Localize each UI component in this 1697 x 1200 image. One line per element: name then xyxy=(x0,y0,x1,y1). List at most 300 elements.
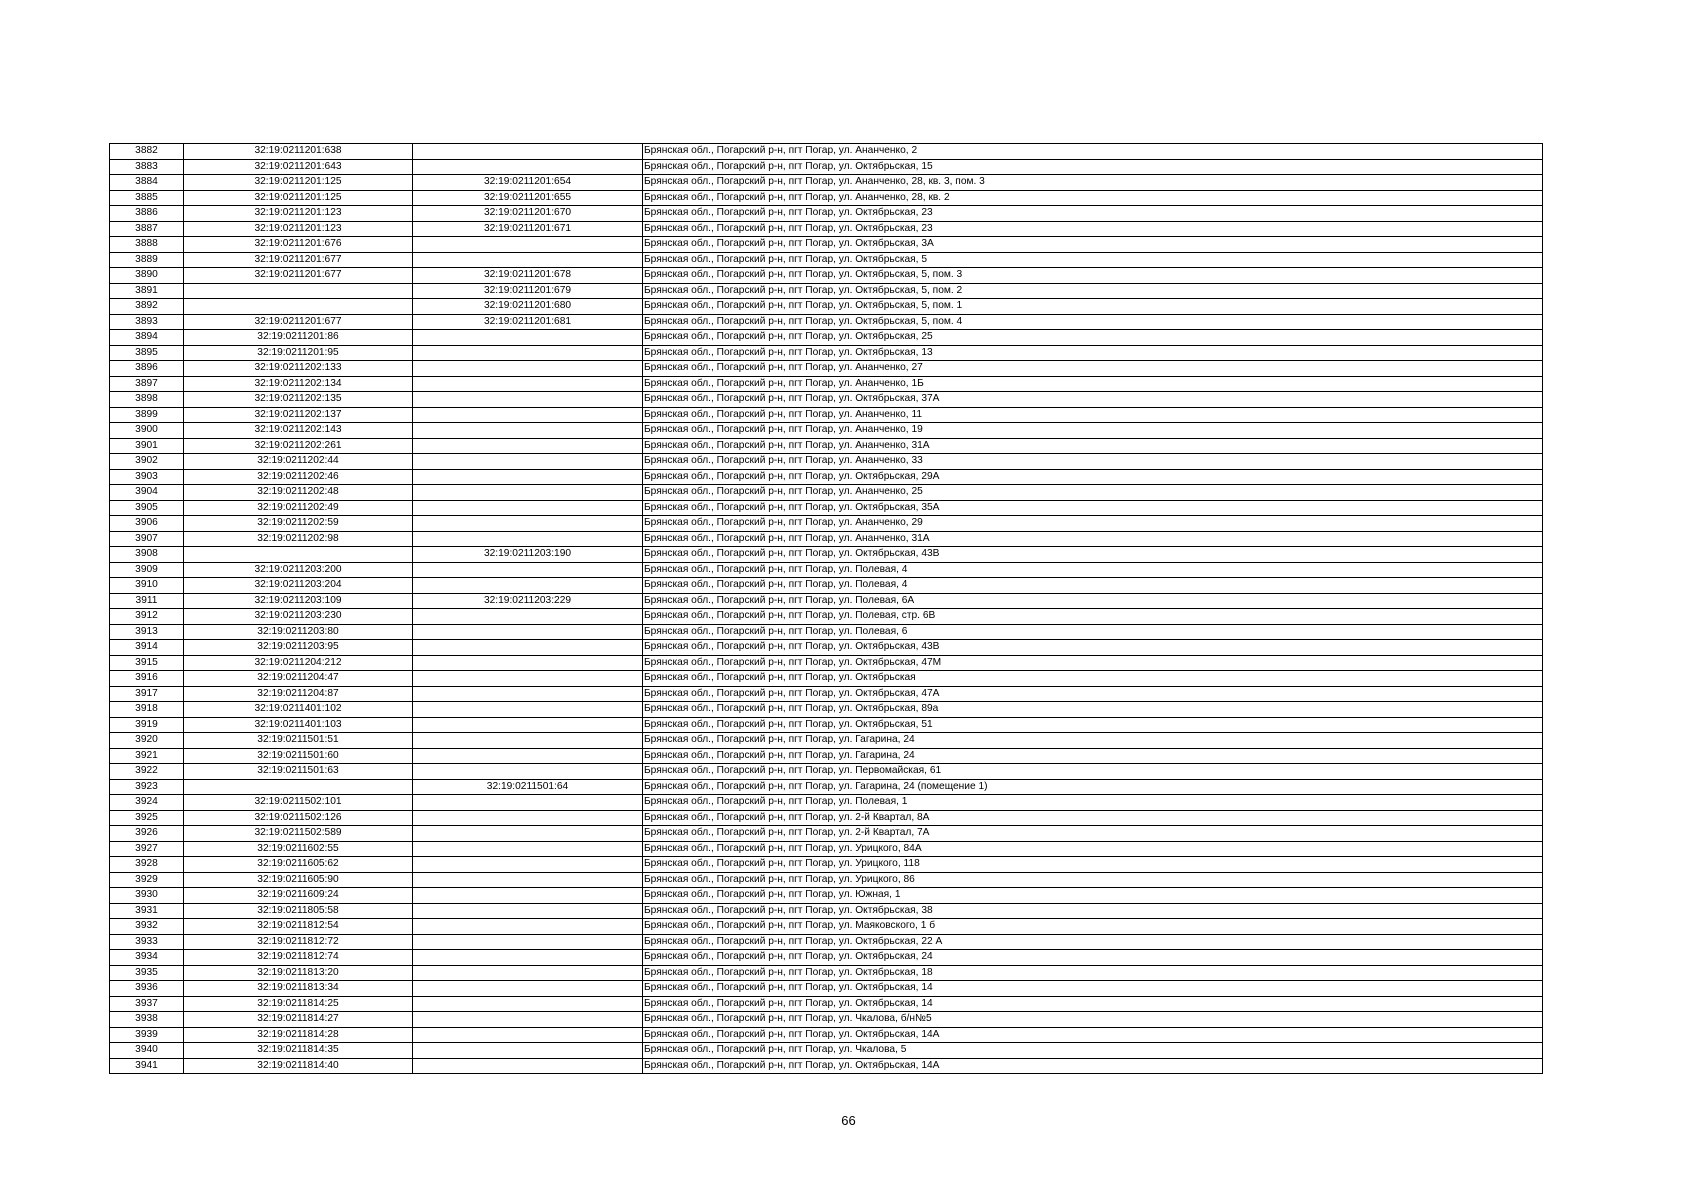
row-number-cell: 3926 xyxy=(110,826,184,842)
address-cell: Брянская обл., Погарский р-н, пгт Погар, ул. Октябрьская, 13 xyxy=(643,345,1543,361)
address-cell: Брянская обл., Погарский р-н, пгт Погар, ул. Южная, 1 xyxy=(643,888,1543,904)
address-cell: Брянская обл., Погарский р-н, пгт Погар, ул. Ананченко, 31А xyxy=(643,438,1543,454)
parent-cadastral-number-cell: 32:19:0211814:40 xyxy=(184,1058,413,1074)
row-number-cell: 3895 xyxy=(110,345,184,361)
cadastral-number-cell xyxy=(413,330,643,346)
row-number-cell: 3939 xyxy=(110,1027,184,1043)
parent-cadastral-number-cell: 32:19:0211812:72 xyxy=(184,934,413,950)
row-number-cell: 3930 xyxy=(110,888,184,904)
row-number-cell: 3883 xyxy=(110,159,184,175)
address-cell: Брянская обл., Погарский р-н, пгт Погар, ул. Октябрьская, 29А xyxy=(643,469,1543,485)
table-row xyxy=(110,748,1543,764)
address-cell: Брянская обл., Погарский р-н, пгт Погар, ул. Октябрьская, 47М xyxy=(643,655,1543,671)
cadastral-number-cell: 32:19:0211203:229 xyxy=(413,593,643,609)
address-cell: Брянская обл., Погарский р-н, пгт Погар, ул. Ананченко, 29 xyxy=(643,516,1543,532)
address-cell: Брянская обл., Погарский р-н, пгт Погар, ул. Полевая, 4 xyxy=(643,562,1543,578)
parent-cadastral-number-cell: 32:19:0211203:95 xyxy=(184,640,413,656)
cadastral-number-cell: 32:19:0211201:654 xyxy=(413,175,643,191)
address-cell: Брянская обл., Погарский р-н, пгт Погар, ул. Октябрьская, 51 xyxy=(643,717,1543,733)
cadastral-number-cell xyxy=(413,516,643,532)
address-cell: Брянская обл., Погарский р-н, пгт Погар, ул. 2-й Квартал, 8А xyxy=(643,810,1543,826)
row-number-cell: 3915 xyxy=(110,655,184,671)
row-number-cell: 3914 xyxy=(110,640,184,656)
parent-cadastral-number-cell: 32:19:0211202:48 xyxy=(184,485,413,501)
row-number-cell: 3900 xyxy=(110,423,184,439)
cadastral-number-cell xyxy=(413,423,643,439)
address-cell: Брянская обл., Погарский р-н, пгт Погар, ул. Октябрьская xyxy=(643,671,1543,687)
address-cell: Брянская обл., Погарский р-н, пгт Погар, ул. Октябрьская, 23 xyxy=(643,206,1543,222)
address-cell: Брянская обл., Погарский р-н, пгт Погар, ул. Октябрьская, 5, пом. 2 xyxy=(643,283,1543,299)
table-row xyxy=(110,609,1543,625)
cadastral-number-cell xyxy=(413,562,643,578)
parent-cadastral-number-cell: 32:19:0211202:134 xyxy=(184,376,413,392)
row-number-cell: 3937 xyxy=(110,996,184,1012)
address-cell: Брянская обл., Погарский р-н, пгт Погар, ул. Ананченко, 19 xyxy=(643,423,1543,439)
address-cell: Брянская обл., Погарский р-н, пгт Погар, ул. Ананченко, 31А xyxy=(643,531,1543,547)
row-number-cell: 3889 xyxy=(110,252,184,268)
table-row xyxy=(110,252,1543,268)
row-number-cell: 3925 xyxy=(110,810,184,826)
row-number-cell: 3929 xyxy=(110,872,184,888)
parent-cadastral-number-cell: 32:19:0211814:25 xyxy=(184,996,413,1012)
table-row xyxy=(110,903,1543,919)
table-row xyxy=(110,655,1543,671)
row-number-cell: 3918 xyxy=(110,702,184,718)
address-cell: Брянская обл., Погарский р-н, пгт Погар, ул. Урицкого, 86 xyxy=(643,872,1543,888)
parent-cadastral-number-cell: 32:19:0211502:126 xyxy=(184,810,413,826)
row-number-cell: 3888 xyxy=(110,237,184,253)
parent-cadastral-number-cell: 32:19:0211201:123 xyxy=(184,206,413,222)
address-cell: Брянская обл., Погарский р-н, пгт Погар, ул. Ананченко, 28, кв. 2 xyxy=(643,190,1543,206)
address-cell: Брянская обл., Погарский р-н, пгт Погар, ул. Октябрьская, 25 xyxy=(643,330,1543,346)
row-number-cell: 3940 xyxy=(110,1043,184,1059)
row-number-cell: 3916 xyxy=(110,671,184,687)
table-row xyxy=(110,578,1543,594)
parent-cadastral-number-cell: 32:19:0211202:98 xyxy=(184,531,413,547)
address-cell: Брянская обл., Погарский р-н, пгт Погар, ул. Октябрьская, 5 xyxy=(643,252,1543,268)
address-cell: Брянская обл., Погарский р-н, пгт Погар, ул. Урицкого, 84А xyxy=(643,841,1543,857)
row-number-cell: 3898 xyxy=(110,392,184,408)
cadastral-number-cell xyxy=(413,702,643,718)
table-row xyxy=(110,624,1543,640)
address-cell: Брянская обл., Погарский р-н, пгт Погар, ул. Урицкого, 118 xyxy=(643,857,1543,873)
parent-cadastral-number-cell: 32:19:0211201:86 xyxy=(184,330,413,346)
cadastral-number-cell xyxy=(413,810,643,826)
address-cell: Брянская обл., Погарский р-н, пгт Погар, ул. Гагарина, 24 (помещение 1) xyxy=(643,779,1543,795)
table-row xyxy=(110,454,1543,470)
row-number-cell: 3931 xyxy=(110,903,184,919)
address-cell: Брянская обл., Погарский р-н, пгт Погар, ул. Октябрьская, 3А xyxy=(643,237,1543,253)
parent-cadastral-number-cell: 32:19:0211204:47 xyxy=(184,671,413,687)
address-cell: Брянская обл., Погарский р-н, пгт Погар, ул. Первомайская, 61 xyxy=(643,764,1543,780)
table-row xyxy=(110,314,1543,330)
parent-cadastral-number-cell: 32:19:0211201:677 xyxy=(184,314,413,330)
cadastral-number-cell xyxy=(413,795,643,811)
cadastral-number-cell xyxy=(413,345,643,361)
row-number-cell: 3882 xyxy=(110,144,184,160)
table-row xyxy=(110,1027,1543,1043)
address-cell: Брянская обл., Погарский р-н, пгт Погар, ул. Чкалова, б/н№5 xyxy=(643,1012,1543,1028)
cadastral-number-cell xyxy=(413,485,643,501)
parent-cadastral-number-cell: 32:19:0211202:46 xyxy=(184,469,413,485)
parent-cadastral-number-cell: 32:19:0211814:28 xyxy=(184,1027,413,1043)
parent-cadastral-number-cell: 32:19:0211201:125 xyxy=(184,190,413,206)
cadastral-number-cell: 32:19:0211201:679 xyxy=(413,283,643,299)
table-row xyxy=(110,407,1543,423)
cadastral-number-cell xyxy=(413,655,643,671)
cadastral-number-cell xyxy=(413,764,643,780)
parent-cadastral-number-cell: 32:19:0211203:80 xyxy=(184,624,413,640)
address-cell: Брянская обл., Погарский р-н, пгт Погар, ул. Октябрьская, 14А xyxy=(643,1027,1543,1043)
parent-cadastral-number-cell: 32:19:0211201:95 xyxy=(184,345,413,361)
cadastral-number-cell xyxy=(413,686,643,702)
row-number-cell: 3884 xyxy=(110,175,184,191)
row-number-cell: 3935 xyxy=(110,965,184,981)
parent-cadastral-number-cell: 32:19:0211609:24 xyxy=(184,888,413,904)
registry-table xyxy=(109,143,1543,1074)
row-number-cell: 3934 xyxy=(110,950,184,966)
parent-cadastral-number-cell: 32:19:0211202:133 xyxy=(184,361,413,377)
row-number-cell: 3928 xyxy=(110,857,184,873)
cadastral-number-cell xyxy=(413,981,643,997)
parent-cadastral-number-cell: 32:19:0211605:90 xyxy=(184,872,413,888)
cadastral-number-cell: 32:19:0211201:671 xyxy=(413,221,643,237)
address-cell: Брянская обл., Погарский р-н, пгт Погар, ул. Полевая, 6 xyxy=(643,624,1543,640)
parent-cadastral-number-cell: 32:19:0211501:51 xyxy=(184,733,413,749)
table-row xyxy=(110,872,1543,888)
address-cell: Брянская обл., Погарский р-н, пгт Погар, ул. Октябрьская, 24 xyxy=(643,950,1543,966)
cadastral-number-cell xyxy=(413,376,643,392)
cadastral-number-cell xyxy=(413,144,643,160)
row-number-cell: 3910 xyxy=(110,578,184,594)
row-number-cell: 3897 xyxy=(110,376,184,392)
parent-cadastral-number-cell: 32:19:0211204:212 xyxy=(184,655,413,671)
address-cell: Брянская обл., Погарский р-н, пгт Погар, ул. Октябрьская, 43В xyxy=(643,640,1543,656)
row-number-cell: 3903 xyxy=(110,469,184,485)
cadastral-number-cell: 32:19:0211201:678 xyxy=(413,268,643,284)
address-cell: Брянская обл., Погарский р-н, пгт Погар, ул. Полевая, стр. 6В xyxy=(643,609,1543,625)
row-number-cell: 3909 xyxy=(110,562,184,578)
table-row xyxy=(110,950,1543,966)
table-row xyxy=(110,795,1543,811)
address-cell: Брянская обл., Погарский р-н, пгт Погар, ул. Ананченко, 11 xyxy=(643,407,1543,423)
row-number-cell: 3908 xyxy=(110,547,184,563)
row-number-cell: 3933 xyxy=(110,934,184,950)
parent-cadastral-number-cell: 32:19:0211605:62 xyxy=(184,857,413,873)
cadastral-number-cell xyxy=(413,1058,643,1074)
address-cell: Брянская обл., Погарский р-н, пгт Погар, ул. Маяковского, 1 б xyxy=(643,919,1543,935)
address-cell: Брянская обл., Погарский р-н, пгт Погар, ул. Ананченко, 2 xyxy=(643,144,1543,160)
cadastral-number-cell: 32:19:0211201:681 xyxy=(413,314,643,330)
table-row xyxy=(110,593,1543,609)
parent-cadastral-number-cell: 32:19:0211813:34 xyxy=(184,981,413,997)
cadastral-number-cell xyxy=(413,996,643,1012)
cadastral-number-cell xyxy=(413,950,643,966)
table-row xyxy=(110,562,1543,578)
parent-cadastral-number-cell: 32:19:0211203:200 xyxy=(184,562,413,578)
table-row xyxy=(110,144,1543,160)
table-row xyxy=(110,206,1543,222)
table-row xyxy=(110,330,1543,346)
table-row xyxy=(110,345,1543,361)
parent-cadastral-number-cell: 32:19:0211201:125 xyxy=(184,175,413,191)
row-number-cell: 3923 xyxy=(110,779,184,795)
row-number-cell: 3906 xyxy=(110,516,184,532)
parent-cadastral-number-cell: 32:19:0211602:55 xyxy=(184,841,413,857)
cadastral-number-cell: 32:19:0211203:190 xyxy=(413,547,643,563)
table-row xyxy=(110,671,1543,687)
table-row xyxy=(110,965,1543,981)
cadastral-number-cell xyxy=(413,361,643,377)
parent-cadastral-number-cell: 32:19:0211805:58 xyxy=(184,903,413,919)
table-row xyxy=(110,764,1543,780)
row-number-cell: 3912 xyxy=(110,609,184,625)
cadastral-number-cell xyxy=(413,252,643,268)
page-number: 66 xyxy=(841,1113,856,1128)
parent-cadastral-number-cell: 32:19:0211202:137 xyxy=(184,407,413,423)
table-row xyxy=(110,547,1543,563)
table-row xyxy=(110,717,1543,733)
parent-cadastral-number-cell: 32:19:0211202:49 xyxy=(184,500,413,516)
parent-cadastral-number-cell: 32:19:0211201:123 xyxy=(184,221,413,237)
row-number-cell: 3904 xyxy=(110,485,184,501)
address-cell: Брянская обл., Погарский р-н, пгт Погар, ул. Октябрьская, 47А xyxy=(643,686,1543,702)
table-row xyxy=(110,237,1543,253)
table-row xyxy=(110,733,1543,749)
row-number-cell: 3899 xyxy=(110,407,184,423)
table-row xyxy=(110,268,1543,284)
table-row xyxy=(110,469,1543,485)
table-row xyxy=(110,438,1543,454)
cadastral-number-cell xyxy=(413,671,643,687)
address-cell: Брянская обл., Погарский р-н, пгт Погар, ул. Гагарина, 24 xyxy=(643,748,1543,764)
parent-cadastral-number-cell: 32:19:0211203:230 xyxy=(184,609,413,625)
parent-cadastral-number-cell: 32:19:0211201:677 xyxy=(184,268,413,284)
table-row xyxy=(110,283,1543,299)
table-row xyxy=(110,361,1543,377)
parent-cadastral-number-cell: 32:19:0211401:102 xyxy=(184,702,413,718)
parent-cadastral-number-cell: 32:19:0211204:87 xyxy=(184,686,413,702)
cadastral-number-cell xyxy=(413,392,643,408)
row-number-cell: 3886 xyxy=(110,206,184,222)
row-number-cell: 3938 xyxy=(110,1012,184,1028)
table-row xyxy=(110,376,1543,392)
row-number-cell: 3894 xyxy=(110,330,184,346)
parent-cadastral-number-cell: 32:19:0211201:643 xyxy=(184,159,413,175)
row-number-cell: 3927 xyxy=(110,841,184,857)
cadastral-number-cell xyxy=(413,872,643,888)
row-number-cell: 3911 xyxy=(110,593,184,609)
registry-table-body xyxy=(110,144,1543,1074)
cadastral-number-cell xyxy=(413,640,643,656)
table-row xyxy=(110,221,1543,237)
table-row xyxy=(110,500,1543,516)
table-row xyxy=(110,826,1543,842)
row-number-cell: 3919 xyxy=(110,717,184,733)
row-number-cell: 3917 xyxy=(110,686,184,702)
cadastral-number-cell xyxy=(413,934,643,950)
cadastral-number-cell xyxy=(413,407,643,423)
table-row xyxy=(110,841,1543,857)
table-row xyxy=(110,1043,1543,1059)
table-row xyxy=(110,516,1543,532)
row-number-cell: 3905 xyxy=(110,500,184,516)
table-row xyxy=(110,702,1543,718)
table-row xyxy=(110,981,1543,997)
cadastral-number-cell xyxy=(413,826,643,842)
table-row xyxy=(110,423,1543,439)
address-cell: Брянская обл., Погарский р-н, пгт Погар, ул. Полевая, 6А xyxy=(643,593,1543,609)
address-cell: Брянская обл., Погарский р-н, пгт Погар, ул. Ананченко, 1Б xyxy=(643,376,1543,392)
address-cell: Брянская обл., Погарский р-н, пгт Погар, ул. Ананченко, 33 xyxy=(643,454,1543,470)
cadastral-number-cell xyxy=(413,888,643,904)
address-cell: Брянская обл., Погарский р-н, пгт Погар, ул. Октябрьская, 15 xyxy=(643,159,1543,175)
parent-cadastral-number-cell: 32:19:0211202:44 xyxy=(184,454,413,470)
cadastral-number-cell xyxy=(413,717,643,733)
parent-cadastral-number-cell: 32:19:0211202:143 xyxy=(184,423,413,439)
parent-cadastral-number-cell: 32:19:0211502:589 xyxy=(184,826,413,842)
parent-cadastral-number-cell: 32:19:0211502:101 xyxy=(184,795,413,811)
address-cell: Брянская обл., Погарский р-н, пгт Погар, ул. Ананченко, 25 xyxy=(643,485,1543,501)
address-cell: Брянская обл., Погарский р-н, пгт Погар, ул. Полевая, 4 xyxy=(643,578,1543,594)
table-row xyxy=(110,299,1543,315)
address-cell: Брянская обл., Погарский р-н, пгт Погар, ул. Октябрьская, 14А xyxy=(643,1058,1543,1074)
cadastral-number-cell: 32:19:0211501:64 xyxy=(413,779,643,795)
cadastral-number-cell xyxy=(413,237,643,253)
table-row xyxy=(110,686,1543,702)
cadastral-number-cell: 32:19:0211201:670 xyxy=(413,206,643,222)
parent-cadastral-number-cell: 32:19:0211814:35 xyxy=(184,1043,413,1059)
table-row xyxy=(110,190,1543,206)
address-cell: Брянская обл., Погарский р-н, пгт Погар, ул. Октябрьская, 5, пом. 4 xyxy=(643,314,1543,330)
cadastral-number-cell xyxy=(413,1012,643,1028)
address-cell: Брянская обл., Погарский р-н, пгт Погар, ул. Ананченко, 28, кв. 3, пом. 3 xyxy=(643,175,1543,191)
parent-cadastral-number-cell: 32:19:0211201:638 xyxy=(184,144,413,160)
table-row xyxy=(110,810,1543,826)
table-row xyxy=(110,934,1543,950)
row-number-cell: 3891 xyxy=(110,283,184,299)
parent-cadastral-number-cell: 32:19:0211201:676 xyxy=(184,237,413,253)
address-cell: Брянская обл., Погарский р-н, пгт Погар, ул. Октябрьская, 5, пом. 3 xyxy=(643,268,1543,284)
cadastral-number-cell xyxy=(413,438,643,454)
row-number-cell: 3902 xyxy=(110,454,184,470)
address-cell: Брянская обл., Погарский р-н, пгт Погар, ул. Октябрьская, 43В xyxy=(643,547,1543,563)
table-row xyxy=(110,996,1543,1012)
cadastral-number-cell xyxy=(413,841,643,857)
table-row xyxy=(110,857,1543,873)
row-number-cell: 3885 xyxy=(110,190,184,206)
address-cell: Брянская обл., Погарский р-н, пгт Погар, ул. Октябрьская, 14 xyxy=(643,981,1543,997)
parent-cadastral-number-cell xyxy=(184,779,413,795)
row-number-cell: 3941 xyxy=(110,1058,184,1074)
cadastral-number-cell xyxy=(413,609,643,625)
address-cell: Брянская обл., Погарский р-н, пгт Погар, ул. Октябрьская, 37А xyxy=(643,392,1543,408)
parent-cadastral-number-cell: 32:19:0211203:204 xyxy=(184,578,413,594)
table-row xyxy=(110,531,1543,547)
cadastral-number-cell xyxy=(413,469,643,485)
address-cell: Брянская обл., Погарский р-н, пгт Погар, ул. Ананченко, 27 xyxy=(643,361,1543,377)
address-cell: Брянская обл., Погарский р-н, пгт Погар, ул. Полевая, 1 xyxy=(643,795,1543,811)
row-number-cell: 3913 xyxy=(110,624,184,640)
cadastral-number-cell xyxy=(413,578,643,594)
row-number-cell: 3892 xyxy=(110,299,184,315)
address-cell: Брянская обл., Погарский р-н, пгт Погар, ул. Октябрьская, 38 xyxy=(643,903,1543,919)
parent-cadastral-number-cell: 32:19:0211501:63 xyxy=(184,764,413,780)
cadastral-number-cell xyxy=(413,903,643,919)
address-cell: Брянская обл., Погарский р-н, пгт Погар, ул. Октябрьская, 14 xyxy=(643,996,1543,1012)
cadastral-number-cell xyxy=(413,919,643,935)
table-row xyxy=(110,1012,1543,1028)
cadastral-number-cell xyxy=(413,1043,643,1059)
parent-cadastral-number-cell: 32:19:0211203:109 xyxy=(184,593,413,609)
cadastral-number-cell xyxy=(413,624,643,640)
parent-cadastral-number-cell xyxy=(184,547,413,563)
cadastral-number-cell xyxy=(413,159,643,175)
row-number-cell: 3907 xyxy=(110,531,184,547)
table-row xyxy=(110,1058,1543,1074)
address-cell: Брянская обл., Погарский р-н, пгт Погар, ул. Октябрьская, 18 xyxy=(643,965,1543,981)
parent-cadastral-number-cell: 32:19:0211501:60 xyxy=(184,748,413,764)
table-row xyxy=(110,175,1543,191)
parent-cadastral-number-cell xyxy=(184,299,413,315)
table-row xyxy=(110,779,1543,795)
parent-cadastral-number-cell xyxy=(184,283,413,299)
row-number-cell: 3901 xyxy=(110,438,184,454)
row-number-cell: 3936 xyxy=(110,981,184,997)
address-cell: Брянская обл., Погарский р-н, пгт Погар, ул. Октябрьская, 23 xyxy=(643,221,1543,237)
table-row xyxy=(110,888,1543,904)
parent-cadastral-number-cell: 32:19:0211202:135 xyxy=(184,392,413,408)
parent-cadastral-number-cell: 32:19:0211812:74 xyxy=(184,950,413,966)
cadastral-number-cell: 32:19:0211201:655 xyxy=(413,190,643,206)
table-row xyxy=(110,640,1543,656)
parent-cadastral-number-cell: 32:19:0211202:59 xyxy=(184,516,413,532)
address-cell: Брянская обл., Погарский р-н, пгт Погар, ул. 2-й Квартал, 7А xyxy=(643,826,1543,842)
table-row xyxy=(110,919,1543,935)
row-number-cell: 3921 xyxy=(110,748,184,764)
parent-cadastral-number-cell: 32:19:0211812:54 xyxy=(184,919,413,935)
table-row xyxy=(110,485,1543,501)
parent-cadastral-number-cell: 32:19:0211814:27 xyxy=(184,1012,413,1028)
cadastral-number-cell xyxy=(413,454,643,470)
address-cell: Брянская обл., Погарский р-н, пгт Погар, ул. Октябрьская, 22 А xyxy=(643,934,1543,950)
parent-cadastral-number-cell: 32:19:0211401:103 xyxy=(184,717,413,733)
row-number-cell: 3932 xyxy=(110,919,184,935)
address-cell: Брянская обл., Погарский р-н, пгт Погар, ул. Октябрьская, 89а xyxy=(643,702,1543,718)
address-cell: Брянская обл., Погарский р-н, пгт Погар, ул. Октябрьская, 5, пом. 1 xyxy=(643,299,1543,315)
parent-cadastral-number-cell: 32:19:0211202:261 xyxy=(184,438,413,454)
table-row xyxy=(110,159,1543,175)
cadastral-number-cell xyxy=(413,500,643,516)
row-number-cell: 3896 xyxy=(110,361,184,377)
row-number-cell: 3893 xyxy=(110,314,184,330)
cadastral-number-cell xyxy=(413,1027,643,1043)
cadastral-number-cell xyxy=(413,857,643,873)
address-cell: Брянская обл., Погарский р-н, пгт Погар, ул. Гагарина, 24 xyxy=(643,733,1543,749)
cadastral-number-cell xyxy=(413,531,643,547)
parent-cadastral-number-cell: 32:19:0211201:677 xyxy=(184,252,413,268)
row-number-cell: 3887 xyxy=(110,221,184,237)
address-cell: Брянская обл., Погарский р-н, пгт Погар, ул. Чкалова, 5 xyxy=(643,1043,1543,1059)
row-number-cell: 3924 xyxy=(110,795,184,811)
cadastral-number-cell xyxy=(413,733,643,749)
parent-cadastral-number-cell: 32:19:0211813:20 xyxy=(184,965,413,981)
cadastral-number-cell xyxy=(413,748,643,764)
address-cell: Брянская обл., Погарский р-н, пгт Погар, ул. Октябрьская, 35А xyxy=(643,500,1543,516)
row-number-cell: 3890 xyxy=(110,268,184,284)
cadastral-number-cell xyxy=(413,965,643,981)
row-number-cell: 3922 xyxy=(110,764,184,780)
